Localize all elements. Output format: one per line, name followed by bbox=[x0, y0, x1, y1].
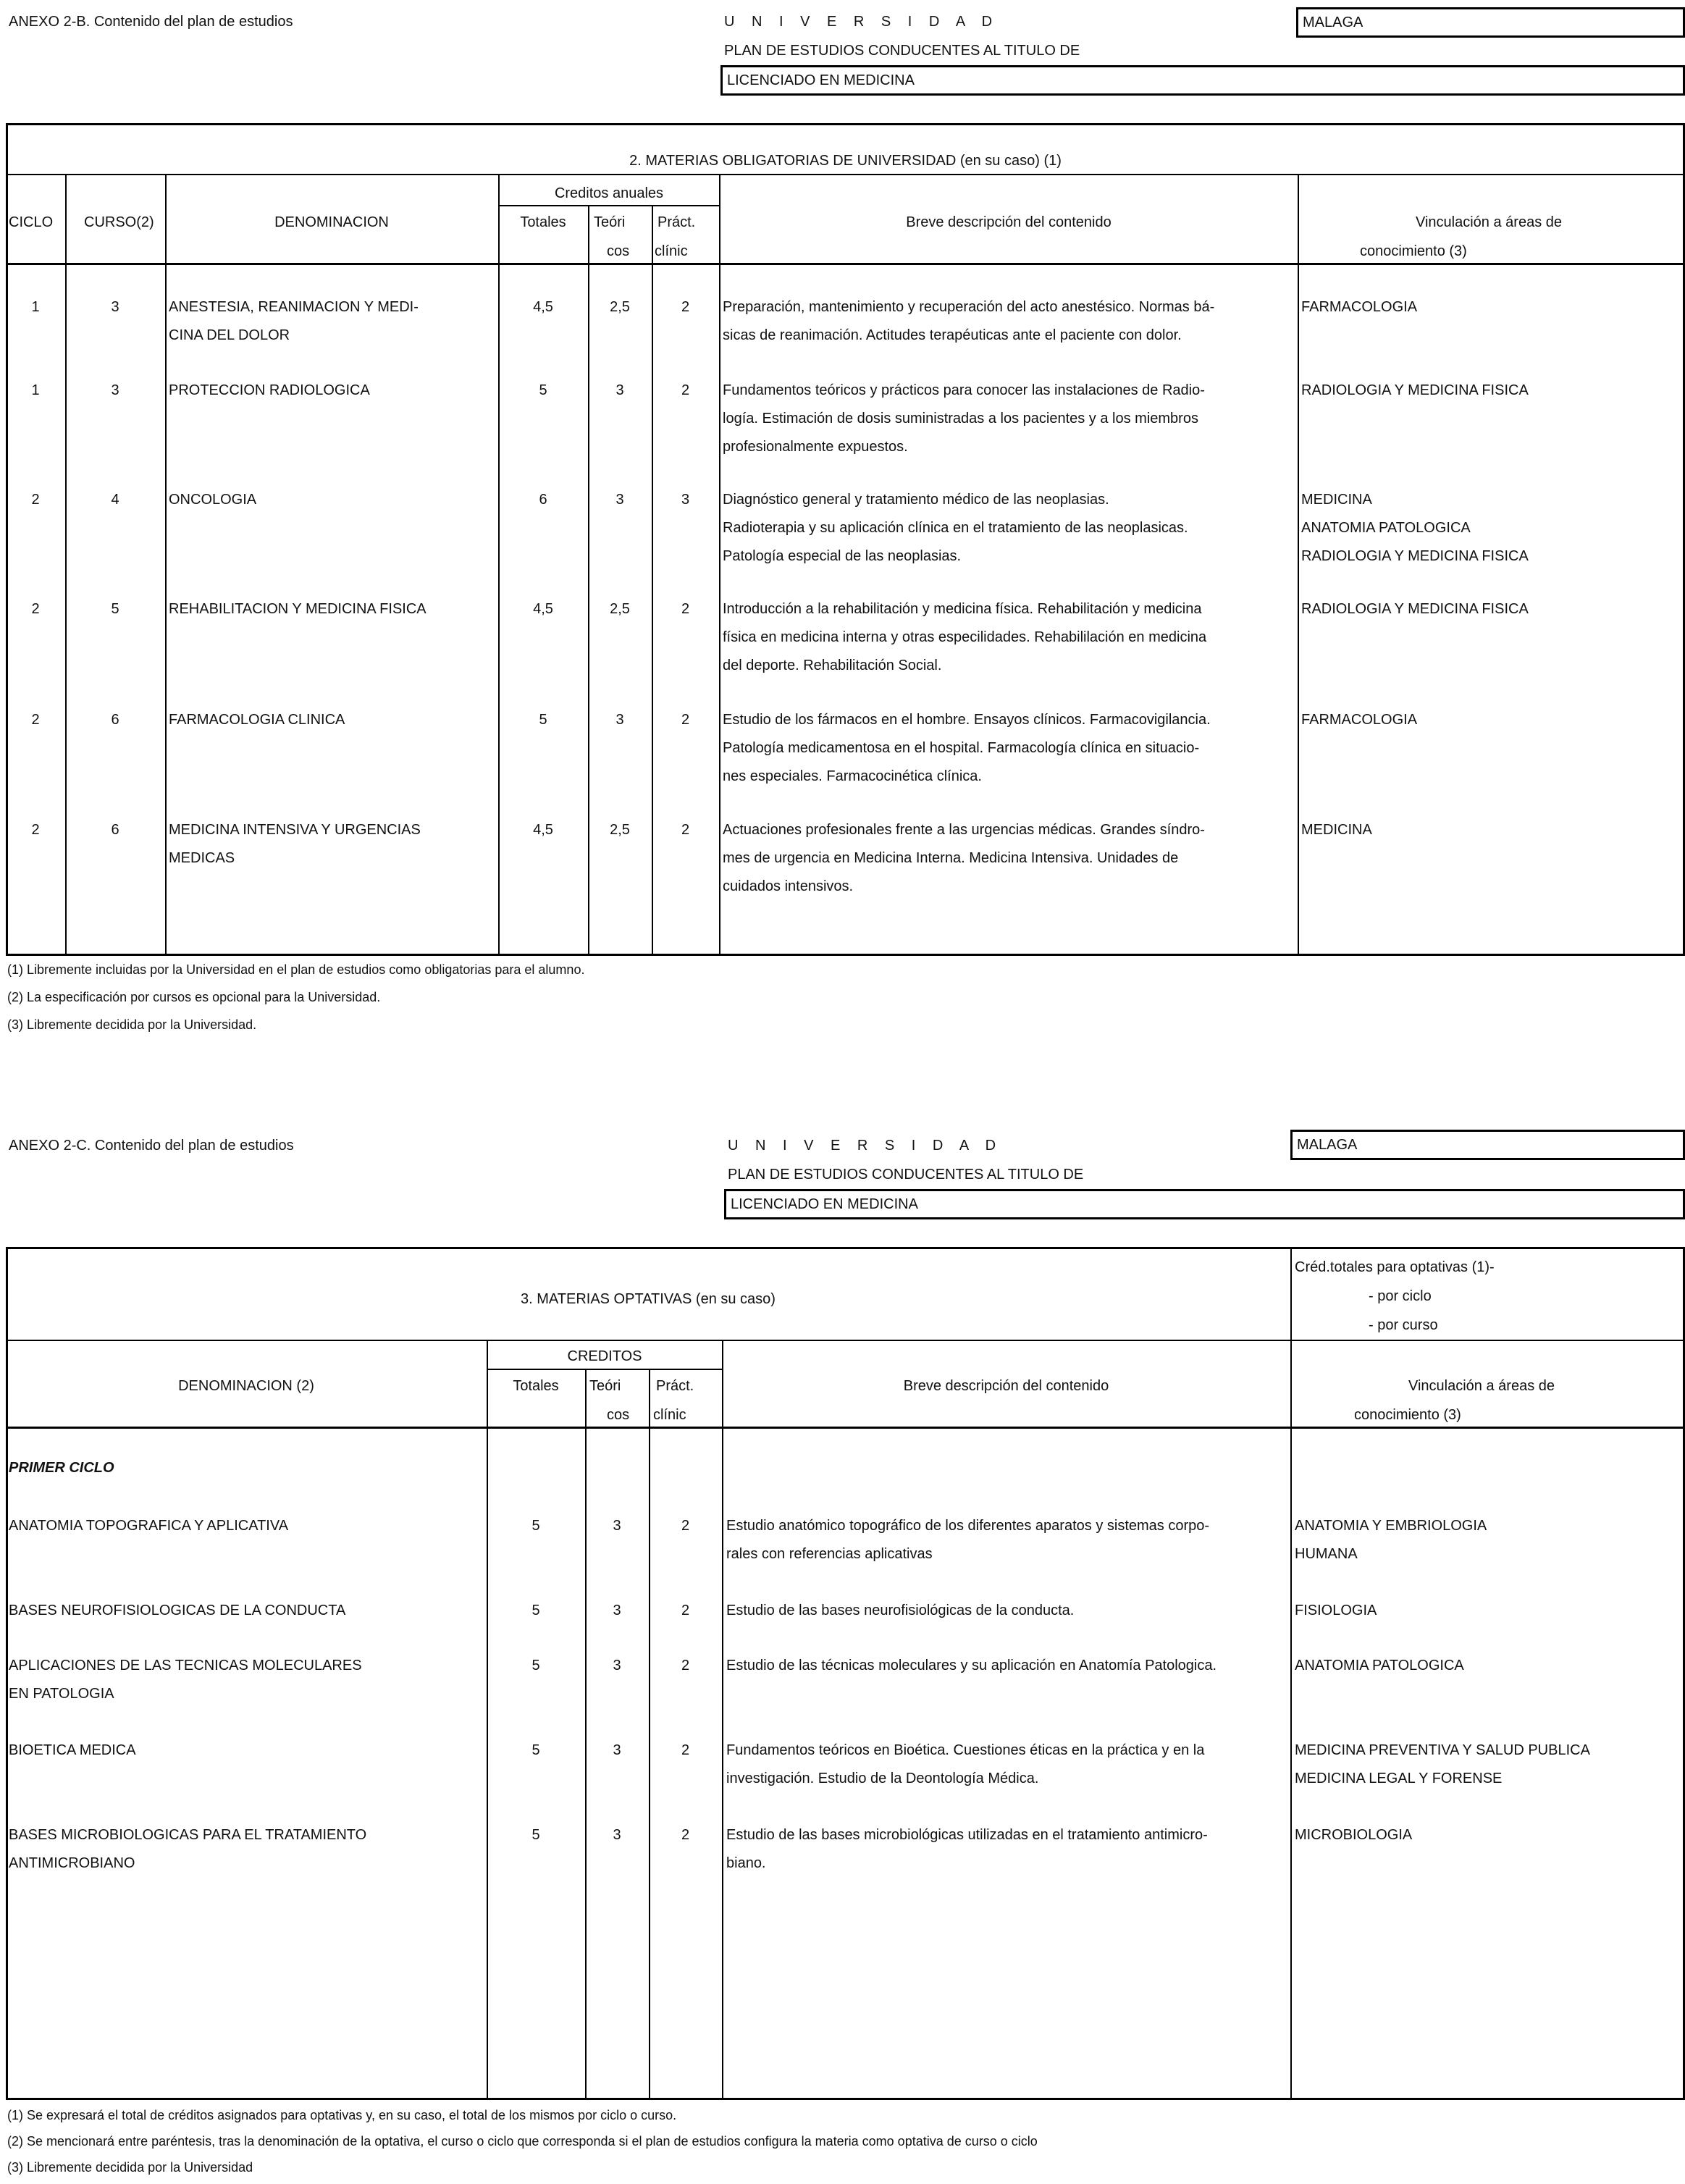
annex-b-universidad-value: MALAGA bbox=[1303, 14, 1363, 30]
area-line: RADIOLOGIA Y MEDICINA FISICA bbox=[1301, 382, 1529, 398]
ciclo-cell: 1 bbox=[31, 299, 40, 315]
denominacion-line: MEDICAS bbox=[169, 850, 235, 866]
teoricos-cell: 3 bbox=[615, 382, 624, 398]
area-line: FARMACOLOGIA bbox=[1301, 299, 1418, 315]
descripcion-line: Estudio de las bases neurofisiológicas de la conducta. bbox=[726, 1603, 1075, 1618]
descripcion-line: biano. bbox=[726, 1855, 766, 1871]
annex-b-universidad-label: U N I V E R S I D A D bbox=[724, 14, 999, 30]
annex-c-titulo-box bbox=[724, 1189, 1685, 1219]
denominacion-line: CINA DEL DOLOR bbox=[169, 327, 290, 343]
descripcion-line: Estudio de las bases microbiológicas utilizadas en el tratamiento antimicro- bbox=[726, 1827, 1208, 1843]
descripcion-line: física en medicina interna y otras especilidades. Rehabililación en medicina bbox=[723, 629, 1207, 645]
header-c-creditos: CREDITOS bbox=[567, 1348, 642, 1364]
totales-cell: 4,5 bbox=[533, 299, 553, 315]
header-ciclo: CICLO bbox=[9, 214, 54, 230]
descripcion-line: Actuaciones profesionales frente a las urgencias médicas. Grandes síndro- bbox=[723, 822, 1205, 838]
descripcion-line: rales con referencias aplicativas bbox=[726, 1546, 933, 1562]
denominacion-line: PROTECCION RADIOLOGICA bbox=[169, 382, 370, 398]
teoricos-cell: 2,5 bbox=[610, 299, 630, 315]
ciclo-cell: 2 bbox=[31, 601, 40, 617]
annex-c-cred-totales-1: Créd.totales para optativas (1)- bbox=[1295, 1259, 1495, 1275]
teoricos-cell: 3 bbox=[613, 1742, 621, 1758]
totales-cell: 5 bbox=[531, 1658, 540, 1673]
footnote: (3) Libremente decidida por la Universidad. bbox=[7, 1017, 257, 1032]
denominacion-line: ONCOLOGIA bbox=[169, 492, 257, 508]
area-line: MEDICINA PREVENTIVA Y SALUD PUBLICA bbox=[1295, 1742, 1590, 1758]
header-practicos-2: clínic bbox=[655, 243, 688, 259]
teoricos-cell: 2,5 bbox=[610, 822, 630, 838]
totales-cell: 5 bbox=[531, 1518, 540, 1534]
annex-b-label: ANEXO 2-B. Contenido del plan de estudios bbox=[9, 14, 293, 30]
descripcion-line: mes de urgencia en Medicina Interna. Medicina Intensiva. Unidades de bbox=[723, 850, 1179, 866]
header-c-descripcion: Breve descripción del contenido bbox=[903, 1378, 1109, 1394]
footnote: (1) Se expresará el total de créditos asignados para optativas y, en su caso, el total de los mismos por ciclo o curso. bbox=[7, 2108, 677, 2122]
descripcion-line: investigación. Estudio de la Deontología Médica. bbox=[726, 1771, 1039, 1786]
curso-cell: 3 bbox=[111, 299, 119, 315]
annex-c-cred-totales-2: - por ciclo bbox=[1369, 1288, 1432, 1304]
practicos-cell: 2 bbox=[681, 1658, 690, 1673]
totales-cell: 4,5 bbox=[533, 601, 553, 617]
header-c-practicos-1: Práct. bbox=[656, 1378, 694, 1394]
practicos-cell: 2 bbox=[681, 601, 690, 617]
header-vinculacion-2: conocimiento (3) bbox=[1360, 243, 1467, 259]
descripcion-line: Radioterapia y su aplicación clínica en el tratamiento de las neoplasicas. bbox=[723, 520, 1188, 536]
header-teoricos-2: cos bbox=[607, 243, 630, 259]
practicos-cell: 2 bbox=[681, 1827, 690, 1843]
teoricos-cell: 3 bbox=[613, 1603, 621, 1618]
teoricos-cell: 3 bbox=[613, 1518, 621, 1534]
totales-cell: 5 bbox=[539, 712, 547, 728]
area-line: MEDICINA LEGAL Y FORENSE bbox=[1295, 1771, 1503, 1786]
totales-cell: 5 bbox=[531, 1603, 540, 1618]
denominacion-line: BASES MICROBIOLOGICAS PARA EL TRATAMIENTO bbox=[9, 1827, 367, 1843]
descripcion-line: cuidados intensivos. bbox=[723, 878, 854, 894]
area-line: HUMANA bbox=[1295, 1546, 1358, 1562]
denominacion-line: MEDICINA INTENSIVA Y URGENCIAS bbox=[169, 822, 421, 838]
annex-b-titulo-box bbox=[720, 65, 1685, 96]
denominacion-line: EN PATOLOGIA bbox=[9, 1686, 114, 1702]
annex-c-titulo-value: LICENCIADO EN MEDICINA bbox=[731, 1196, 918, 1212]
denominacion-line: ANTIMICROBIANO bbox=[9, 1855, 135, 1871]
area-line: MEDICINA bbox=[1301, 492, 1372, 508]
practicos-cell: 2 bbox=[681, 1742, 690, 1758]
descripcion-line: Introducción a la rehabilitación y medicina física. Rehabilitación y medicina bbox=[723, 601, 1202, 617]
header-c-denominacion: DENOMINACION (2) bbox=[178, 1378, 314, 1394]
ciclo-cell: 2 bbox=[31, 492, 40, 508]
annex-b-table-title: 2. MATERIAS OBLIGATORIAS DE UNIVERSIDAD (en su caso) (1) bbox=[629, 153, 1062, 169]
footnote: (2) La especificación por cursos es opcional para la Universidad. bbox=[7, 990, 381, 1004]
descripcion-line: Estudio de los fármacos en el hombre. Ensayos clínicos. Farmacovigilancia. bbox=[723, 712, 1211, 728]
totales-cell: 5 bbox=[531, 1742, 540, 1758]
area-line: ANATOMIA PATOLOGICA bbox=[1301, 520, 1471, 536]
totales-cell: 4,5 bbox=[533, 822, 553, 838]
practicos-cell: 3 bbox=[681, 492, 690, 508]
descripcion-line: Estudio anatómico topográfico de los diferentes aparatos y sistemas corpo- bbox=[726, 1518, 1210, 1534]
totales-cell: 5 bbox=[539, 382, 547, 398]
header-c-teoricos-1: Teóri bbox=[589, 1378, 621, 1394]
denominacion-line: REHABILITACION Y MEDICINA FISICA bbox=[169, 601, 426, 617]
annex-c-universidad-value: MALAGA bbox=[1297, 1137, 1358, 1153]
practicos-cell: 2 bbox=[681, 1603, 690, 1618]
header-denominacion: DENOMINACION bbox=[274, 214, 389, 230]
teoricos-cell: 3 bbox=[615, 492, 624, 508]
denominacion-line: APLICACIONES DE LAS TECNICAS MOLECULARES bbox=[9, 1658, 362, 1673]
area-line: ANATOMIA Y EMBRIOLOGIA bbox=[1295, 1518, 1487, 1534]
footnote: (1) Libremente incluidas por la Universidad en el plan de estudios como obligatorias para el alumno. bbox=[7, 962, 585, 977]
annex-c-label: ANEXO 2-C. Contenido del plan de estudios bbox=[9, 1138, 294, 1154]
curso-cell: 3 bbox=[111, 382, 119, 398]
ciclo-cell: 1 bbox=[31, 382, 40, 398]
area-line: FARMACOLOGIA bbox=[1301, 712, 1418, 728]
annex-c-section-label: PRIMER CICLO bbox=[9, 1460, 114, 1476]
ciclo-cell: 2 bbox=[31, 822, 40, 838]
descripcion-line: Fundamentos teóricos y prácticos para conocer las instalaciones de Radio- bbox=[723, 382, 1205, 398]
descripcion-line: del deporte. Rehabilitación Social. bbox=[723, 658, 942, 673]
header-c-vinculacion-1: Vinculación a áreas de bbox=[1408, 1378, 1555, 1394]
denominacion-line: FARMACOLOGIA CLINICA bbox=[169, 712, 345, 728]
area-line: MICROBIOLOGIA bbox=[1295, 1827, 1413, 1843]
descripcion-line: logía. Estimación de dosis suministradas a los pacientes y a los miembros bbox=[723, 411, 1198, 427]
descripcion-line: Preparación, mantenimiento y recuperación del acto anestésico. Normas bá- bbox=[723, 299, 1215, 315]
denominacion-line: BIOETICA MEDICA bbox=[9, 1742, 136, 1758]
area-line: FISIOLOGIA bbox=[1295, 1603, 1377, 1618]
descripcion-line: Estudio de las técnicas moleculares y su aplicación en Anatomía Patologica. bbox=[726, 1658, 1217, 1673]
totales-cell: 6 bbox=[539, 492, 547, 508]
header-c-totales: Totales bbox=[513, 1378, 559, 1394]
annex-b-plan-label: PLAN DE ESTUDIOS CONDUCENTES AL TITULO DE bbox=[724, 43, 1080, 59]
header-descripcion: Breve descripción del contenido bbox=[906, 214, 1112, 230]
footnote: (3) Libremente decidida por la Universidad bbox=[7, 2160, 253, 2175]
denominacion-line: ANESTESIA, REANIMACION Y MEDI- bbox=[169, 299, 419, 315]
denominacion-line: BASES NEUROFISIOLOGICAS DE LA CONDUCTA bbox=[9, 1603, 346, 1618]
annex-b-titulo-value: LICENCIADO EN MEDICINA bbox=[727, 72, 915, 88]
header-practicos-1: Práct. bbox=[657, 214, 696, 230]
practicos-cell: 2 bbox=[681, 712, 690, 728]
header-c-practicos-2: clínic bbox=[653, 1407, 686, 1423]
curso-cell: 4 bbox=[111, 492, 119, 508]
curso-cell: 5 bbox=[111, 601, 119, 617]
annex-c-plan-label: PLAN DE ESTUDIOS CONDUCENTES AL TITULO DE bbox=[728, 1167, 1084, 1183]
teoricos-cell: 2,5 bbox=[610, 601, 630, 617]
header-totales: Totales bbox=[520, 214, 566, 230]
header-curso: CURSO(2) bbox=[84, 214, 154, 230]
totales-cell: 5 bbox=[531, 1827, 540, 1843]
descripcion-line: sicas de reanimación. Actitudes terapéuticas ante el paciente con dolor. bbox=[723, 327, 1182, 343]
teoricos-cell: 3 bbox=[613, 1658, 621, 1673]
annex-c-table-title: 3. MATERIAS OPTATIVAS (en su caso) bbox=[521, 1291, 776, 1307]
annex-c-universidad-box bbox=[1290, 1130, 1685, 1160]
ciclo-cell: 2 bbox=[31, 712, 40, 728]
header-creditos: Creditos anuales bbox=[554, 185, 664, 201]
annex-b-universidad-box bbox=[1296, 7, 1685, 38]
descripcion-line: profesionalmente expuestos. bbox=[723, 439, 908, 455]
teoricos-cell: 3 bbox=[615, 712, 624, 728]
descripcion-line: Diagnóstico general y tratamiento médico de las neoplasias. bbox=[723, 492, 1109, 508]
practicos-cell: 2 bbox=[681, 822, 690, 838]
descripcion-line: Patología medicamentosa en el hospital. Farmacología clínica en situacio- bbox=[723, 740, 1200, 756]
annex-c-cred-totales-3: - por curso bbox=[1369, 1317, 1438, 1333]
header-teoricos-1: Teóri bbox=[594, 214, 626, 230]
teoricos-cell: 3 bbox=[613, 1827, 621, 1843]
curso-cell: 6 bbox=[111, 822, 119, 838]
area-line: MEDICINA bbox=[1301, 822, 1372, 838]
footnote: (2) Se mencionará entre paréntesis, tras la denominación de la optativa, el curso o ciclo que corresponda si el plan de estudios configura la materia como optativa de curso o ciclo bbox=[7, 2134, 1038, 2149]
header-vinculacion-1: Vinculación a áreas de bbox=[1416, 214, 1562, 230]
curso-cell: 6 bbox=[111, 712, 119, 728]
area-line: RADIOLOGIA Y MEDICINA FISICA bbox=[1301, 548, 1529, 564]
practicos-cell: 2 bbox=[681, 382, 690, 398]
descripcion-line: nes especiales. Farmacocinética clínica. bbox=[723, 768, 982, 784]
header-c-vinculacion-2: conocimiento (3) bbox=[1354, 1407, 1461, 1423]
annex-c-universidad-label: U N I V E R S I D A D bbox=[728, 1138, 1003, 1154]
practicos-cell: 2 bbox=[681, 299, 690, 315]
descripcion-line: Patología especial de las neoplasias. bbox=[723, 548, 962, 564]
descripcion-line: Fundamentos teóricos en Bioética. Cuestiones éticas en la práctica y en la bbox=[726, 1742, 1205, 1758]
practicos-cell: 2 bbox=[681, 1518, 690, 1534]
header-c-teoricos-2: cos bbox=[607, 1407, 630, 1423]
denominacion-line: ANATOMIA TOPOGRAFICA Y APLICATIVA bbox=[9, 1518, 289, 1534]
area-line: RADIOLOGIA Y MEDICINA FISICA bbox=[1301, 601, 1529, 617]
area-line: ANATOMIA PATOLOGICA bbox=[1295, 1658, 1464, 1673]
